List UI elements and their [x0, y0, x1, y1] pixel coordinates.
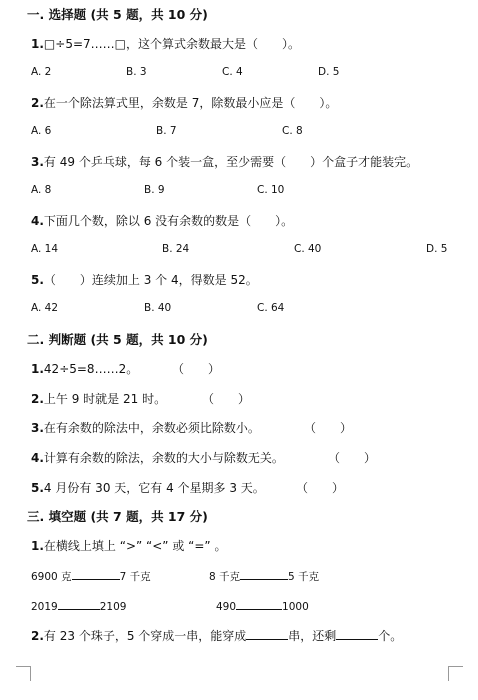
judge-question-4 [31, 449, 284, 466]
question-number: 5. [31, 273, 44, 287]
question-text: 4 月份有 30 天，它有 4 个星期多 3 天。 [43, 481, 265, 495]
compare-item [216, 598, 309, 613]
blank-line[interactable] [72, 568, 120, 580]
compare-right: 7 千克 [119, 571, 151, 583]
compare-left: 490 [216, 601, 237, 613]
question-text: 个。 [378, 629, 403, 643]
judge-question-3 [31, 419, 260, 436]
question-number: 2. [31, 392, 44, 406]
question-text: □÷5=7……□，这个算式余数最大是（ ）。 [43, 37, 300, 51]
option: A. 2 [31, 66, 52, 78]
blank-line[interactable] [336, 627, 378, 640]
choice-question-5 [31, 271, 258, 288]
choice-question-2 [31, 94, 337, 111]
judge-question-5 [31, 479, 265, 496]
question-text: 42÷5=8……2。 [43, 362, 139, 376]
question-text: 计算有余数的除法，余数的大小与除数无关。 [43, 451, 284, 465]
question-text: 在有余数的除法中，余数必须比除数小。 [43, 421, 260, 435]
option: C. 40 [294, 243, 322, 255]
choice-question-3 [31, 153, 418, 170]
section-title-choice: 一. 选择题 (共 5 题，共 10 分) [27, 7, 208, 22]
question-text: 在横线上填上 “>” “<” 或 “=” 。 [43, 539, 227, 553]
question-number: 1. [31, 37, 44, 51]
option: A. 8 [31, 184, 52, 196]
question-text: 有 23 个珠子，5 个穿成一串，能穿成 [43, 629, 247, 643]
question-text: 上午 9 时就是 21 时。 [43, 392, 167, 406]
blank-line[interactable] [246, 627, 288, 640]
option: A. 6 [31, 125, 52, 137]
question-text: （ ）连续加上 3 个 4，得数是 52。 [43, 273, 258, 287]
fill-question-1 [31, 537, 226, 554]
option: C. 8 [282, 125, 303, 137]
question-number: 1. [31, 539, 44, 553]
section-title-judge: 二. 判断题 (共 5 题，共 10 分) [27, 332, 208, 347]
question-number: 3. [31, 155, 44, 169]
question-number: 1. [31, 362, 44, 376]
choice-question-1 [31, 35, 300, 52]
fill-question-2 [31, 627, 402, 644]
question-number: 4. [31, 451, 44, 465]
question-number: 4. [31, 214, 44, 228]
question-number: 5. [31, 481, 44, 495]
answer-paren: （ ） [172, 362, 221, 376]
compare-item [209, 568, 319, 584]
answer-paren: （ ） [202, 392, 251, 406]
question-text: 在一个除法算式里，余数是 7，除数最小应是（ ）。 [43, 96, 338, 110]
question-number: 3. [31, 421, 44, 435]
option: B. 40 [144, 302, 172, 314]
compare-left: 2019 [31, 601, 58, 613]
option: C. 4 [222, 66, 243, 78]
page-corner-mark-right [448, 666, 463, 681]
option: B. 9 [144, 184, 165, 196]
option: B. 7 [156, 125, 177, 137]
answer-paren: （ ） [296, 481, 345, 495]
question-text: 串，还剩 [288, 629, 337, 643]
section-title-fill: 三. 填空题 (共 7 题，共 17 分) [27, 509, 208, 524]
option: B. 24 [162, 243, 190, 255]
judge-question-2 [31, 390, 166, 407]
blank-line[interactable] [236, 598, 282, 610]
compare-left: 6900 克 [31, 571, 72, 583]
choice-question-4 [31, 212, 293, 229]
blank-line[interactable] [58, 598, 100, 610]
compare-left: 8 千克 [209, 571, 241, 583]
compare-item [31, 598, 126, 613]
option: D. 5 [426, 243, 448, 255]
option: A. 14 [31, 243, 59, 255]
compare-item [31, 568, 151, 584]
question-number: 2. [31, 96, 44, 110]
compare-right: 2109 [99, 601, 127, 613]
blank-line[interactable] [240, 568, 288, 580]
question-text: 有 49 个乒乓球，每 6 个装一盒，至少需要（ ）个盒子才能装完。 [43, 155, 419, 169]
option: D. 5 [318, 66, 340, 78]
option: B. 3 [126, 66, 147, 78]
page-corner-mark-left [16, 666, 31, 681]
question-text: 下面几个数，除以 6 没有余数的数是（ ）。 [43, 214, 294, 228]
answer-paren: （ ） [328, 451, 377, 465]
compare-right: 1000 [282, 601, 309, 613]
option: C. 64 [257, 302, 285, 314]
answer-paren: （ ） [304, 421, 353, 435]
option: A. 42 [31, 302, 59, 314]
question-number: 2. [31, 629, 44, 643]
option: C. 10 [257, 184, 285, 196]
compare-right: 5 千克 [288, 571, 320, 583]
judge-question-1 [31, 360, 138, 377]
